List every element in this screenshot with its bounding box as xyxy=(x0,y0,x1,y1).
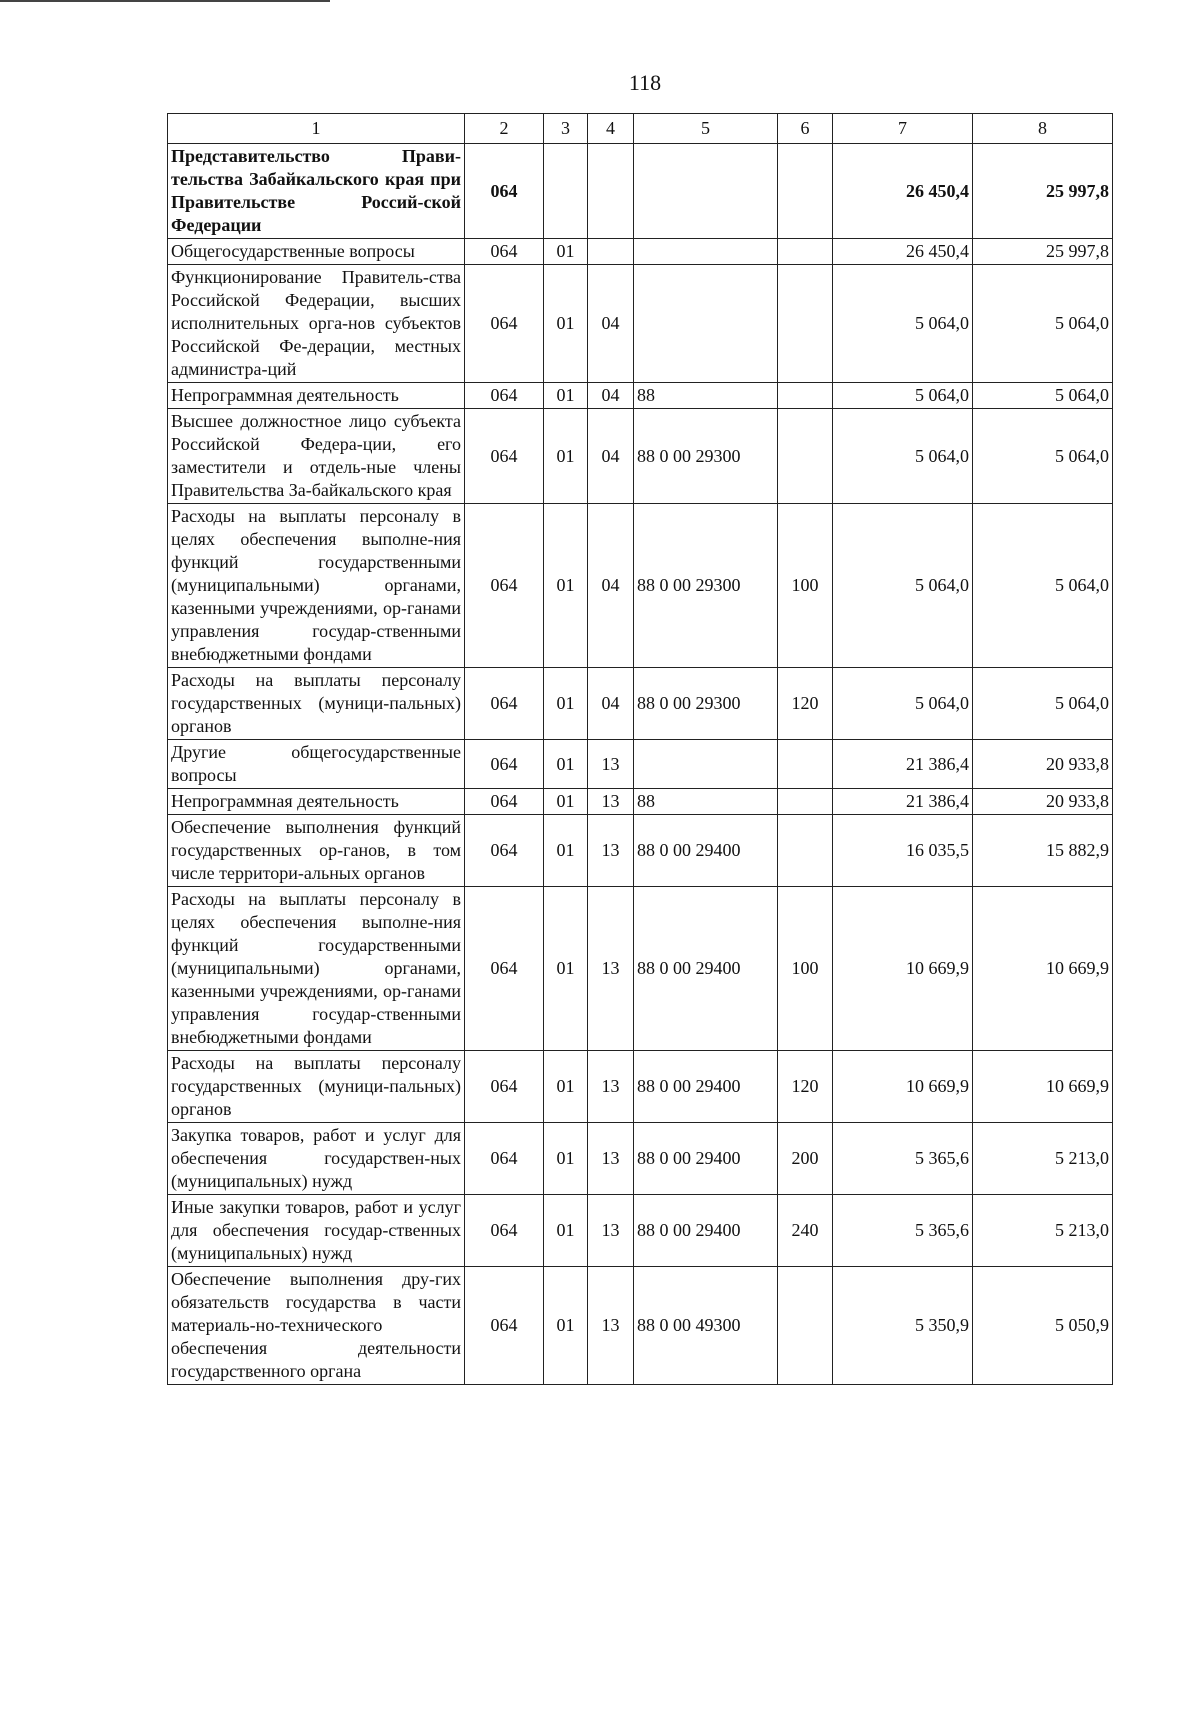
section-cell: 01 xyxy=(544,504,588,668)
amount-year2-cell: 5 213,0 xyxy=(973,1123,1113,1195)
subsection-cell: 13 xyxy=(588,887,634,1051)
expense-type-cell xyxy=(778,409,833,504)
target-article-cell: 88 0 00 29300 xyxy=(634,504,778,668)
subsection-cell xyxy=(588,144,634,239)
expense-type-cell: 240 xyxy=(778,1195,833,1267)
target-article-cell: 88 0 00 29400 xyxy=(634,1051,778,1123)
section-cell: 01 xyxy=(544,668,588,740)
row-name-cell: Расходы на выплаты персоналу государственных (муници-пальных) органов xyxy=(168,668,465,740)
amount-year1-cell: 5 365,6 xyxy=(833,1195,973,1267)
amount-year1-cell: 5 064,0 xyxy=(833,504,973,668)
target-article-cell: 88 0 00 29400 xyxy=(634,815,778,887)
row-name-cell: Общегосударственные вопросы xyxy=(168,239,465,265)
amount-year1-cell: 5 365,6 xyxy=(833,1123,973,1195)
subsection-cell: 13 xyxy=(588,815,634,887)
table-row xyxy=(168,740,1113,789)
section-cell xyxy=(544,144,588,239)
admin-code-cell: 064 xyxy=(465,504,544,668)
target-article-cell: 88 0 00 49300 xyxy=(634,1267,778,1385)
row-name-cell: Непрограммная деятельность xyxy=(168,383,465,409)
page-number: 118 xyxy=(628,70,662,95)
row-name-cell: Высшее должностное лицо субъекта Российской Федера-ции, его заместители и отдель-ные члены Правительства За-байкальского края xyxy=(168,409,465,504)
section-cell: 01 xyxy=(544,887,588,1051)
table-row xyxy=(168,265,1113,383)
amount-year1-cell: 5 064,0 xyxy=(833,265,973,383)
target-article-cell xyxy=(634,740,778,789)
section-cell: 01 xyxy=(544,740,588,789)
subsection-cell: 04 xyxy=(588,383,634,409)
amount-year2-cell: 5 213,0 xyxy=(973,1195,1113,1267)
column-header: 1 xyxy=(168,114,465,144)
amount-year1-cell: 10 669,9 xyxy=(833,1051,973,1123)
admin-code-cell: 064 xyxy=(465,144,544,239)
expense-type-cell: 100 xyxy=(778,504,833,668)
table-row xyxy=(168,239,1113,265)
section-cell: 01 xyxy=(544,239,588,265)
table-row xyxy=(168,789,1113,815)
amount-year2-cell: 5 064,0 xyxy=(973,409,1113,504)
target-article-cell: 88 0 00 29300 xyxy=(634,409,778,504)
table-row xyxy=(168,1195,1113,1267)
target-article-cell: 88 0 00 29400 xyxy=(634,1195,778,1267)
target-article-cell: 88 0 00 29300 xyxy=(634,668,778,740)
row-name-cell: Непрограммная деятельность xyxy=(168,789,465,815)
table-row xyxy=(168,409,1113,504)
column-header: 2 xyxy=(465,114,544,144)
table-row xyxy=(168,1051,1113,1123)
amount-year1-cell: 26 450,4 xyxy=(833,144,973,239)
column-header: 8 xyxy=(973,114,1113,144)
row-name-cell: Обеспечение выполнения функций государственных ор-ганов, в том числе территори-альных органов xyxy=(168,815,465,887)
amount-year1-cell: 5 064,0 xyxy=(833,409,973,504)
expense-type-cell: 120 xyxy=(778,668,833,740)
expense-type-cell: 200 xyxy=(778,1123,833,1195)
row-name-cell: Обеспечение выполнения дру-гих обязательств государства в части материаль-но-технического обеспечения деятельности государственного органа xyxy=(168,1267,465,1385)
section-cell: 01 xyxy=(544,383,588,409)
subsection-cell: 13 xyxy=(588,1051,634,1123)
subsection-cell: 13 xyxy=(588,740,634,789)
table-row xyxy=(168,815,1113,887)
admin-code-cell: 064 xyxy=(465,789,544,815)
table-row xyxy=(168,1267,1113,1385)
admin-code-cell: 064 xyxy=(465,383,544,409)
table-row xyxy=(168,668,1113,740)
target-article-cell xyxy=(634,239,778,265)
subsection-cell: 04 xyxy=(588,668,634,740)
section-cell: 01 xyxy=(544,1267,588,1385)
expense-type-cell xyxy=(778,1267,833,1385)
header-row xyxy=(168,114,1113,144)
amount-year2-cell: 5 064,0 xyxy=(973,668,1113,740)
target-article-cell xyxy=(634,144,778,239)
row-name-cell: Расходы на выплаты персоналу в целях обеспечения выполне-ния функций государственными (муниципальными) органами, казенными учреждениями, ор-ганами управления государ-ственными внебюджетными фондами xyxy=(168,504,465,668)
row-name-cell: Функционирование Правитель-ства Российской Федерации, высших исполнительных орга-нов субъектов Российской Фе-дерации, местных администра-ций xyxy=(168,265,465,383)
subsection-cell: 13 xyxy=(588,1195,634,1267)
expense-type-cell: 100 xyxy=(778,887,833,1051)
admin-code-cell: 064 xyxy=(465,815,544,887)
target-article-cell xyxy=(634,265,778,383)
subsection-cell: 13 xyxy=(588,1267,634,1385)
table-row xyxy=(168,144,1113,239)
column-header: 5 xyxy=(634,114,778,144)
section-cell: 01 xyxy=(544,1123,588,1195)
amount-year2-cell: 5 064,0 xyxy=(973,265,1113,383)
target-article-cell: 88 xyxy=(634,383,778,409)
amount-year2-cell: 20 933,8 xyxy=(973,789,1113,815)
expense-type-cell xyxy=(778,239,833,265)
amount-year2-cell: 25 997,8 xyxy=(973,144,1113,239)
admin-code-cell: 064 xyxy=(465,740,544,789)
column-header: 6 xyxy=(778,114,833,144)
section-cell: 01 xyxy=(544,1051,588,1123)
section-cell: 01 xyxy=(544,789,588,815)
section-cell: 01 xyxy=(544,409,588,504)
amount-year1-cell: 21 386,4 xyxy=(833,740,973,789)
row-name-cell: Иные закупки товаров, работ и услуг для обеспечения государ-ственных (муниципальных) нужд xyxy=(168,1195,465,1267)
target-article-cell: 88 0 00 29400 xyxy=(634,887,778,1051)
table-row xyxy=(168,504,1113,668)
amount-year2-cell: 5 064,0 xyxy=(973,383,1113,409)
expense-type-cell xyxy=(778,789,833,815)
expense-type-cell xyxy=(778,265,833,383)
subsection-cell: 04 xyxy=(588,504,634,668)
amount-year1-cell: 26 450,4 xyxy=(833,239,973,265)
admin-code-cell: 064 xyxy=(465,239,544,265)
amount-year2-cell: 10 669,9 xyxy=(973,887,1113,1051)
row-name-cell: Закупка товаров, работ и услуг для обеспечения государствен-ных (муниципальных) нужд xyxy=(168,1123,465,1195)
admin-code-cell: 064 xyxy=(465,1123,544,1195)
expense-type-cell xyxy=(778,144,833,239)
table-row xyxy=(168,887,1113,1051)
section-cell: 01 xyxy=(544,265,588,383)
column-header: 4 xyxy=(588,114,634,144)
column-header: 3 xyxy=(544,114,588,144)
target-article-cell: 88 xyxy=(634,789,778,815)
target-article-cell: 88 0 00 29400 xyxy=(634,1123,778,1195)
column-header: 7 xyxy=(833,114,973,144)
amount-year1-cell: 10 669,9 xyxy=(833,887,973,1051)
amount-year2-cell: 25 997,8 xyxy=(973,239,1113,265)
table-row xyxy=(168,383,1113,409)
admin-code-cell: 064 xyxy=(465,409,544,504)
amount-year1-cell: 16 035,5 xyxy=(833,815,973,887)
amount-year1-cell: 5 064,0 xyxy=(833,383,973,409)
amount-year2-cell: 5 064,0 xyxy=(973,504,1113,668)
amount-year2-cell: 15 882,9 xyxy=(973,815,1113,887)
subsection-cell: 04 xyxy=(588,409,634,504)
amount-year1-cell: 5 350,9 xyxy=(833,1267,973,1385)
table-row xyxy=(168,1123,1113,1195)
admin-code-cell: 064 xyxy=(465,668,544,740)
amount-year2-cell: 10 669,9 xyxy=(973,1051,1113,1123)
amount-year1-cell: 5 064,0 xyxy=(833,668,973,740)
subsection-cell: 13 xyxy=(588,789,634,815)
row-name-cell: Расходы на выплаты персоналу в целях обеспечения выполне-ния функций государственными (муниципальными) органами, казенными учреждениями, ор-ганами управления государ-ственными внебюджетными фондами xyxy=(168,887,465,1051)
expense-type-cell: 120 xyxy=(778,1051,833,1123)
expense-type-cell xyxy=(778,740,833,789)
scan-top-rule xyxy=(0,0,330,2)
subsection-cell: 04 xyxy=(588,265,634,383)
subsection-cell: 13 xyxy=(588,1123,634,1195)
admin-code-cell: 064 xyxy=(465,1267,544,1385)
amount-year2-cell: 20 933,8 xyxy=(973,740,1113,789)
row-name-cell: Другие общегосударственные вопросы xyxy=(168,740,465,789)
section-cell: 01 xyxy=(544,815,588,887)
admin-code-cell: 064 xyxy=(465,265,544,383)
table-body xyxy=(168,144,1113,1385)
amount-year1-cell: 21 386,4 xyxy=(833,789,973,815)
admin-code-cell: 064 xyxy=(465,887,544,1051)
row-name-cell: Расходы на выплаты персоналу государственных (муници-пальных) органов xyxy=(168,1051,465,1123)
expense-type-cell xyxy=(778,815,833,887)
budget-table xyxy=(167,113,1113,1385)
admin-code-cell: 064 xyxy=(465,1051,544,1123)
row-name-cell: Представительство Прави-тельства Забайкальского края при Правительстве Россий-ской Федерации xyxy=(168,144,465,239)
expense-type-cell xyxy=(778,383,833,409)
admin-code-cell: 064 xyxy=(465,1195,544,1267)
subsection-cell xyxy=(588,239,634,265)
amount-year2-cell: 5 050,9 xyxy=(973,1267,1113,1385)
section-cell: 01 xyxy=(544,1195,588,1267)
